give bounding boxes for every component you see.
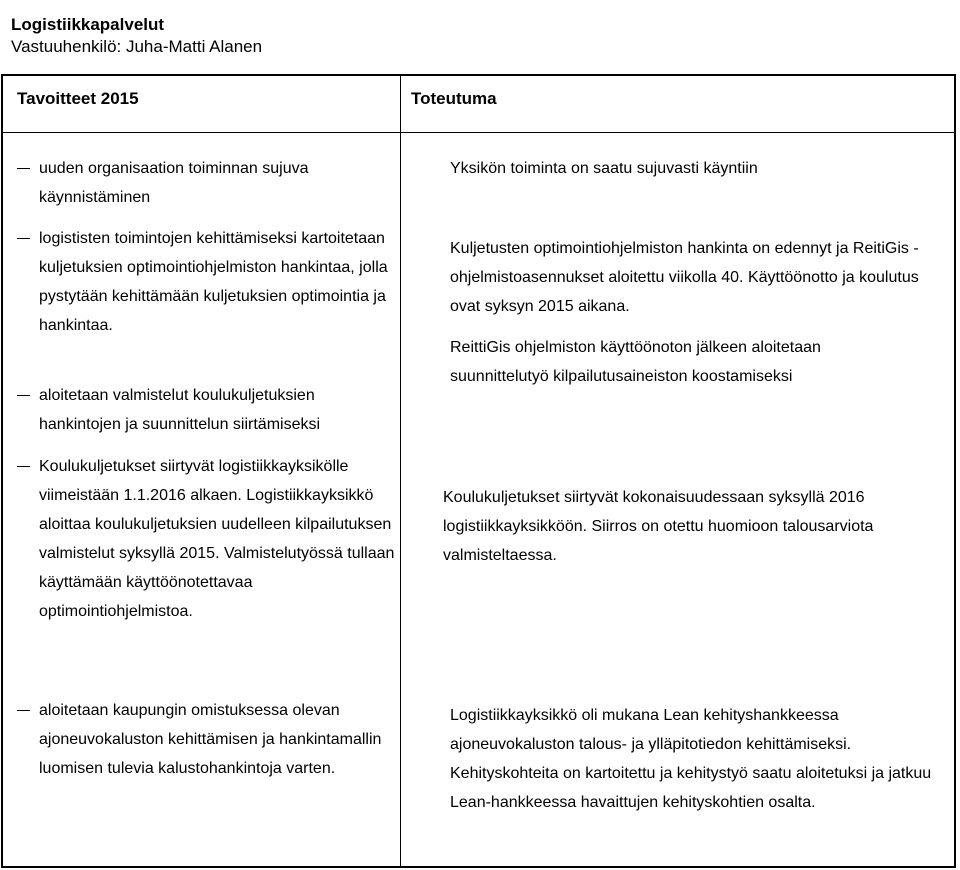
column-header-goals: Tavoitteet 2015 [17,89,139,108]
outcome-text: Yksikön toiminta on saatu sujuvasti käyntiin [450,160,758,177]
goal-item [17,224,397,340]
dash-bullet-icon [17,395,30,396]
outcome-text: Koulukuljetukset siirtyvät kokonaisuudessaan syksyllä 2016 logistiikkayksikköön. Siirros on otettu huomioon talousarviota valmisteltaessa. [443,489,874,564]
goals-table [1,74,956,868]
outcome-item [450,234,950,321]
outcome-item [443,483,948,570]
goal-text: logististen toimintojen kehittämiseksi kartoitetaan kuljetuksien optimointiohjelmiston hankintaa, jolla pystytään kehittämään kuljetuksien optimointia ja hankintaa. [39,230,388,334]
outcome-text: Logistiikkayksikkö oli mukana Lean kehityshankkeessa ajoneuvokaluston talous- ja ylläpitotiedon kehittämiseksi. Kehityskohteita on kartoitettu ja kehitystyö saatu aloitetuksi ja jatkuu Lean-hankkeessa havaittujen kehityskohtien osalta. [450,707,932,811]
dash-bullet-icon [17,710,30,711]
outcome-text: ReittiGis ohjelmiston käyttöönoton jälkeen aloitetaan suunnittelutyö kilpailutusaineiston koostamiseksi [450,339,821,385]
goal-text: aloitetaan valmistelut koulukuljetuksien hankintojen ja suunnittelun siirtämiseksi [39,387,321,433]
goal-item [17,452,397,626]
goal-item [17,154,397,212]
column-header-outcomes: Toteutuma [411,89,497,108]
responsible-person: Vastuuhenkilö: Juha-Matti Alanen [11,37,263,56]
unit-title: Logistiikkapalvelut [11,15,165,34]
goal-item [17,696,397,783]
dash-bullet-icon [17,238,30,239]
outcome-item [450,701,950,817]
header-divider [3,132,954,133]
goal-text: aloitetaan kaupungin omistuksessa olevan ajoneuvokaluston kehittämisen ja hankintamallin luomisen tulevia kalustohankintoja varten. [39,702,382,777]
column-divider [400,76,401,866]
goal-text: Koulukuljetukset siirtyvät logistiikkayksikölle viimeistään 1.1.2016 alkaen. Logistiikkayksikkö aloittaa koulukuljetuksien uudelleen kilpailutuksen valmistelut syksyllä 2015. Valmistelutyössä tullaan käyttämään käyttöönotettavaa optimointiohjelmistoa. [39,458,395,620]
dash-bullet-icon [17,168,30,169]
goal-text: uuden organisaation toiminnan sujuva käynnistäminen [39,160,309,206]
dash-bullet-icon [17,466,30,467]
goal-item [17,381,397,439]
outcome-item [450,154,950,183]
outcome-text: Kuljetusten optimointiohjelmiston hankinta on edennyt ja ReitiGis -ohjelmistoasennukset aloitettu viikolla 40. Käyttöönotto ja koulutus ovat syksyn 2015 aikana. [450,240,919,315]
document-header [11,14,262,58]
outcome-item [450,333,910,391]
